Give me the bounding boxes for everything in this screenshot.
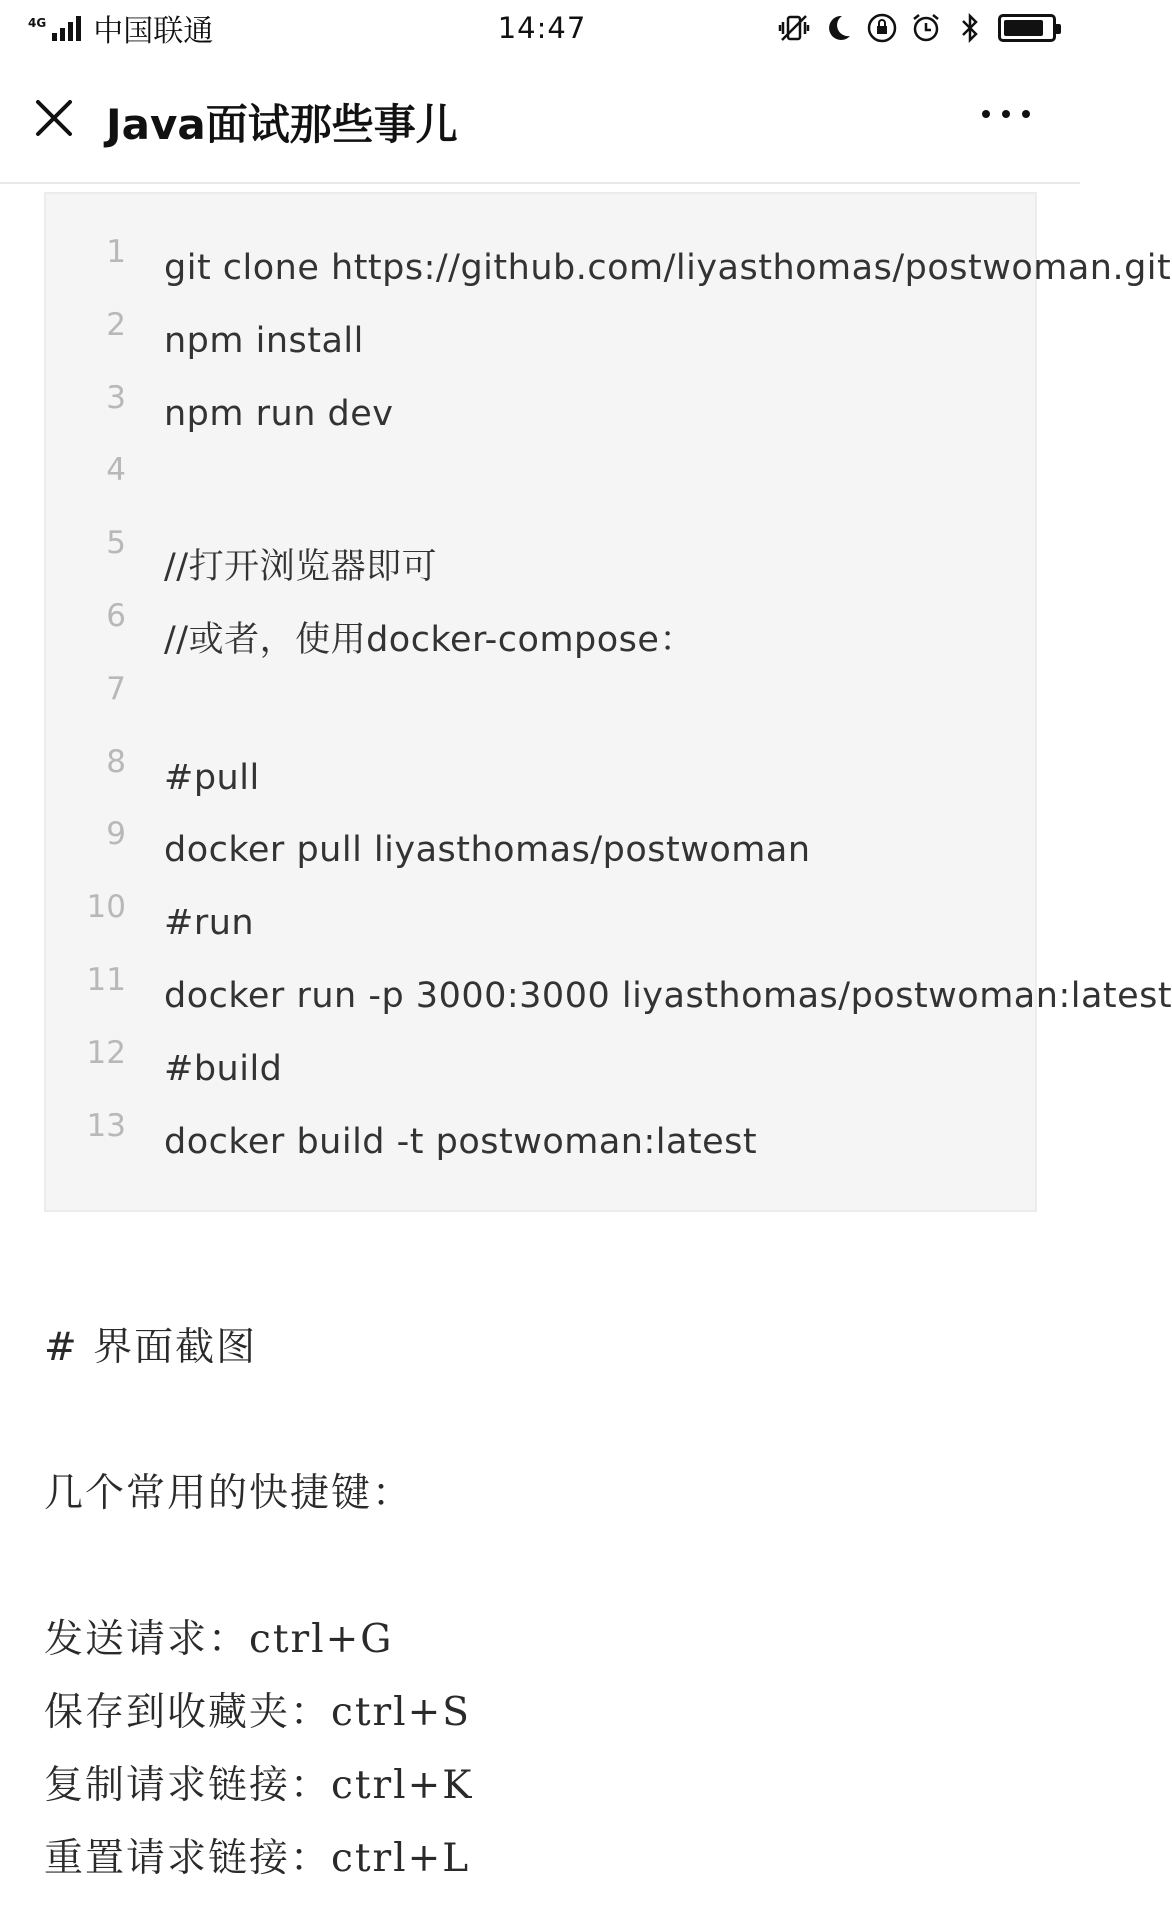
code-block <box>44 192 1172 1212</box>
code-line <box>46 962 1172 1034</box>
alarm-icon <box>910 12 942 44</box>
status-left <box>28 6 358 50</box>
code-line <box>46 525 1039 597</box>
line-number: 5 <box>106 525 126 562</box>
code-line <box>46 889 1039 961</box>
battery-icon <box>998 14 1056 42</box>
section-heading: # 界面截图 <box>44 1325 258 1370</box>
code-line <box>46 380 1039 452</box>
code-line <box>46 816 1039 888</box>
shortcuts-intro: 几个常用的快捷键： <box>44 1471 414 1516</box>
signal-icon <box>52 15 81 41</box>
code-text: #build <box>164 1048 283 1089</box>
code-text: #run <box>164 903 255 944</box>
shortcut-item: 发送请求：ctrl+G <box>44 1617 394 1662</box>
close-icon[interactable] <box>34 98 74 138</box>
code-text: //打开浏览器即可 <box>164 547 438 588</box>
code-line <box>46 234 1172 306</box>
code-line <box>46 744 1039 816</box>
battery-level <box>1004 20 1043 36</box>
code-text: git clone https://github.com/liyasthomas/postwoman.git <box>164 248 1172 288</box>
shortcut-item: 保存到收藏夹：ctrl+S <box>44 1690 472 1735</box>
status-time: 14:47 <box>497 11 587 45</box>
more-dots-icon[interactable] <box>982 110 1030 118</box>
code-line <box>46 452 1039 524</box>
code-line <box>46 307 1039 379</box>
network-type: 4G <box>28 16 47 30</box>
line-number: 11 <box>86 962 126 998</box>
line-number: 4 <box>106 452 126 489</box>
line-number: 10 <box>86 889 126 926</box>
line-number: 13 <box>86 1107 126 1144</box>
code-text: docker pull liyasthomas/postwoman <box>164 830 811 871</box>
vibrate-icon <box>778 12 810 44</box>
code-text: docker run -p 3000:3000 liyasthomas/postwoman:latest <box>164 976 1172 1016</box>
code-text: npm install <box>164 320 364 361</box>
carrier-name: 中国联通 <box>93 14 214 49</box>
line-number: 2 <box>106 306 126 343</box>
page-title: Java面试那些事儿 <box>106 100 458 149</box>
bluetooth-icon <box>954 12 986 44</box>
code-line <box>46 598 1039 670</box>
code-line <box>46 1108 1039 1180</box>
code-line <box>46 1035 1039 1107</box>
code-line <box>46 671 1039 743</box>
line-number: 3 <box>106 379 126 416</box>
code-text: npm run dev <box>164 393 394 434</box>
code-text: #pull <box>164 757 260 798</box>
code-text: docker build -t postwoman:latest <box>164 1121 758 1162</box>
moon-icon <box>822 12 854 44</box>
code-text: //或者，使用docker-compose： <box>164 620 695 660</box>
line-number: 12 <box>86 1034 126 1071</box>
lock-rotation-icon <box>866 12 898 44</box>
shortcut-item: 重置请求链接：ctrl+L <box>44 1836 471 1881</box>
status-right <box>726 12 1056 44</box>
header-bar <box>0 56 1080 184</box>
shortcut-item: 复制请求链接：ctrl+K <box>44 1763 474 1808</box>
line-number: 6 <box>106 598 126 634</box>
line-number: 8 <box>106 743 126 780</box>
line-number: 7 <box>106 670 126 707</box>
status-bar <box>0 0 1080 56</box>
line-number: 9 <box>106 816 126 853</box>
line-number: 1 <box>106 234 126 270</box>
